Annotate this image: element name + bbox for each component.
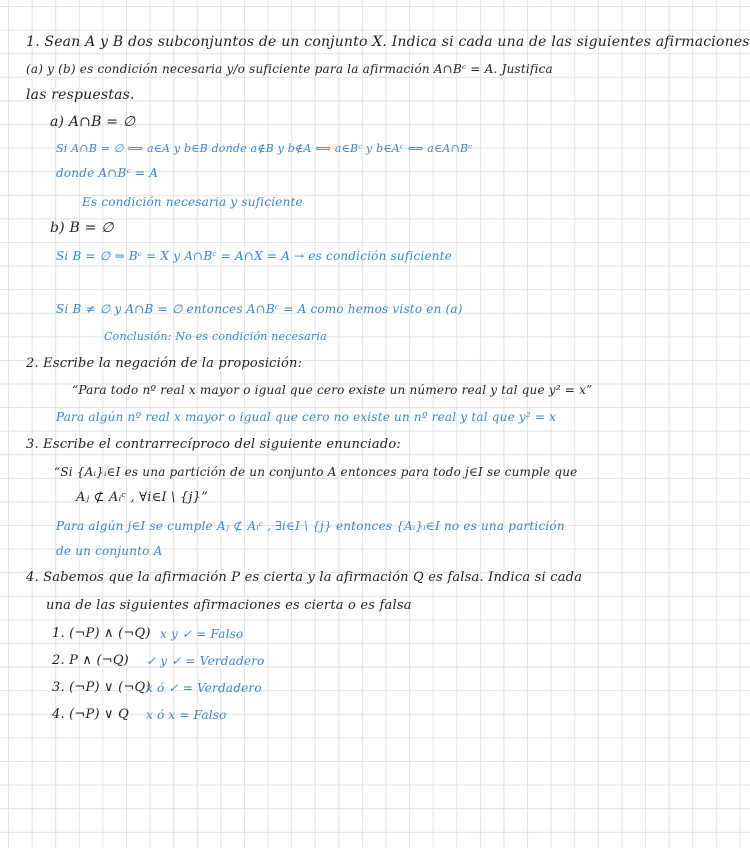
exercise-1-statement-line-3: las respuestas. [26, 87, 135, 103]
exercise-2-statement: 2. Escribe la negación de la proposición: [26, 356, 303, 371]
part-a-answer-line-2: donde A∩Bᶜ = A [56, 166, 159, 180]
exercise-4-item-3: 3. (¬P) ∨ (¬Q) [52, 680, 151, 695]
exercise-4-item-1: 1. (¬P) ∧ (¬Q) [52, 626, 151, 641]
part-a-conclusion: Es condición necesaria y suficiente [82, 195, 303, 209]
part-a-answer-line-1: Si A∩B = ∅ ⟺ a∈A y b∈B donde a∉B y b∉A ⟺ a∈Bᶜ y b∈Aᶜ ⟺ a∈A∩Bᶜ [56, 142, 473, 155]
exercise-3-answer-line-2: de un conjunto A [56, 544, 163, 558]
exercise-4-item-2: 2. P ∧ (¬Q) [52, 653, 129, 668]
exercise-1-statement-line-2: (a) y (b) es condición necesaria y/o suficiente para la afirmación A∩Bᶜ = A. Justifica [26, 62, 553, 76]
exercise-4-item-4-answer: x ó x = Falso [146, 708, 227, 722]
part-b-conclusion: Conclusión: No es condición necesaria [104, 330, 327, 343]
part-b-answer-line-2: Si B ≠ ∅ y A∩B = ∅ entonces A∩Bᶜ = A como hemos visto en (a) [56, 302, 463, 316]
part-b-answer-line-1: Si B = ∅ ⇒ Bᶜ = X y A∩Bᶜ = A∩X = A → es condición suficiente [56, 249, 453, 263]
exercise-4-item-2-answer: ✓ y ✓ = Verdadero [146, 654, 265, 668]
exercise-4-item-4: 4. (¬P) ∨ Q [52, 707, 129, 722]
exercise-4-item-1-answer: x y ✓ = Falso [160, 627, 244, 641]
exercise-2-proposition: “Para todo nº real x mayor o igual que cero existe un número real y tal que y² = x” [72, 383, 593, 397]
exercise-3-statement: 3. Escribe el contrarrecíproco del siguiente enunciado: [26, 437, 401, 452]
exercise-4-statement-line-2: una de las siguientes afirmaciones es cierta o es falsa [46, 598, 412, 613]
part-a-heading: a) A∩B = ∅ [50, 114, 136, 130]
part-b-heading: b) B = ∅ [50, 220, 114, 236]
exercise-2-answer: Para algún nº real x mayor o igual que cero no existe un nº real y tal que y² = x [56, 410, 557, 424]
exercise-3-answer-line-1: Para algún j∈I se cumple Aⱼ ⊄ Aᵢᶜ , ∃i∈I \ {j} entonces {Aᵢ}ᵢ∈I no es una partición [56, 519, 565, 533]
exercise-3-proposition-line-2: Aⱼ ⊄ Aᵢᶜ , ∀i∈I \ {j}” [76, 490, 208, 505]
exercise-1-statement-line-1: 1. Sean A y B dos subconjuntos de un conjunto X. Indica si cada una de las siguientes afirmaciones [26, 34, 750, 50]
exercise-4-statement-line-1: 4. Sabemos que la afirmación P es cierta y la afirmación Q es falsa. Indica si cada [26, 570, 583, 585]
exercise-3-proposition-line-1: “Si {Aᵢ}ᵢ∈I es una partición de un conjunto A entonces para todo j∈I se cumple que [54, 465, 578, 479]
exercise-4-item-3-answer: x ó ✓ = Verdadero [146, 681, 262, 695]
